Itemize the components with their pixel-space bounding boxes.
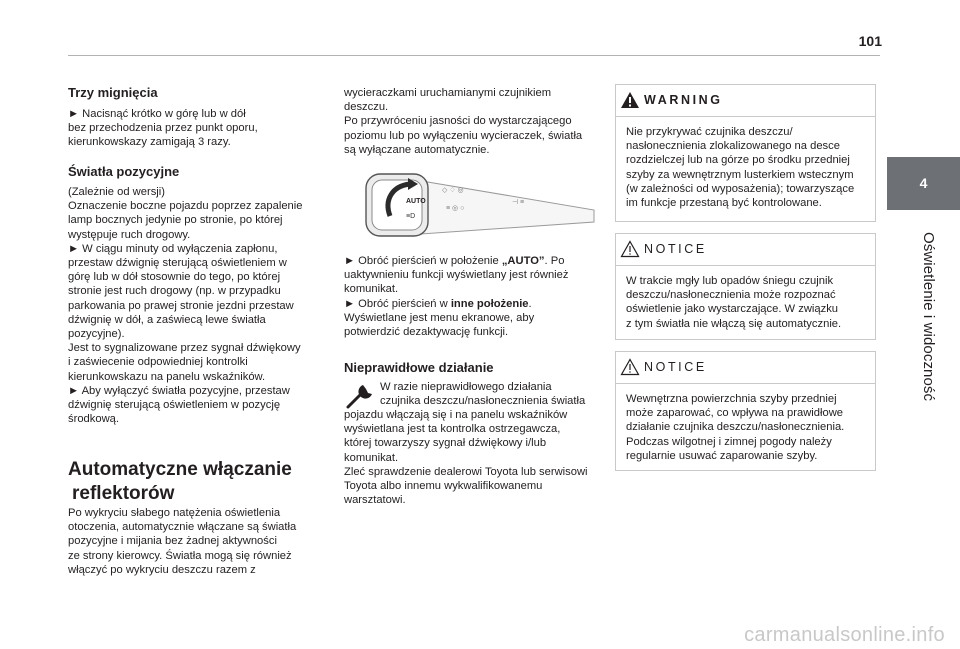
stalk-symbols-2: ≡ ◎ ○ — [446, 205, 465, 212]
paragraph-malfunction-indented: W razie nieprawidłowego działania czujnika deszczu/nasłonecznienia światła — [380, 381, 586, 408]
watermark: carmanualsonline.info — [744, 624, 945, 646]
paragraph-continuation: wycieraczkami uruchamianymi czujnikiem deszczu. Po przywróceniu jasności do wystarczającego poziomu lub po wyłączeniu wycieraczek, światła są wyłączane automatycznie. — [344, 87, 583, 156]
header-rule — [68, 55, 880, 56]
paragraph-auto-headlamps: Po wykryciu słabego natężenia oświetlenia otoczenia, automatycznie włączane są światła pozycyjne i mijania bez żadnej aktywności ze strony kierowcy. Światła mogą się również włączyć po wykryciu deszczu razem z — [68, 507, 297, 576]
auto-label: AUTO — [406, 198, 426, 205]
heading-malfunction: Nieprawidłowe działanie — [344, 360, 494, 375]
notice-triangle-icon — [620, 240, 640, 258]
stalk-symbols-3: ⊣ ≡ — [512, 199, 525, 206]
paragraph-parking-lights: (Zależnie od wersji) Oznaczenie boczne pojazdu poprzez zapalenie lamp bocznych jedynie po stronie, po której występuje ruch drogowy. ► W ciągu minuty od wyłączenia zapłonu, przestaw dźwignię sterującą oświetleniem w górę lub w dół stosownie do tego, po której stronie jest ruch drogowy (np. w przypadku parkowania po prawej stronie jezdni przestaw dźwignię w dół, a zaświecą lewe światła pozycyjne). Jest to sygnalizowane przez sygnał dźwiękowy i zaświecenie odpowiedniej kontrolki kierunkowskazu na panelu wskaźników. ► Aby wyłączyć światła pozycyjne, przestaw dźwignię sterującą oświetleniem w pozycję środkową. — [68, 186, 303, 426]
lamp-symbol-label: ≡D — [406, 213, 416, 220]
warning-triangle-icon — [620, 91, 640, 109]
chapter-tab[interactable]: 4 — [887, 157, 960, 210]
warning-box — [615, 84, 876, 222]
notice-text-1: W trakcie mgły lub opadów śniegu czujnik deszczu/nasłonecznienia może rozpoznać oświetlenie jako wystarczające. W związku z tym światła nie włączą się automatycznie. — [626, 275, 842, 330]
notice-box-2-header — [616, 352, 875, 384]
notice-box-1 — [615, 233, 876, 340]
notice-label-2: NOTICE — [644, 360, 707, 374]
wrench-icon — [344, 381, 378, 411]
chapter-title: Oświetlenie i widoczność — [920, 232, 937, 402]
stalk-symbols: ◇ ♢ ◎ — [442, 187, 464, 194]
notice-label-1: NOTICE — [644, 242, 707, 256]
notice-box-1-header — [616, 234, 875, 266]
heading-auto-headlamps: Automatyczne włączanie reflektorów — [68, 459, 292, 504]
heading-three-flashes: Trzy mignięcia — [68, 85, 158, 100]
notice-triangle-icon — [620, 358, 640, 376]
notice-text-2: Wewnętrzna powierzchnia szyby przedniej może zaparować, co wpływa na prawidłowe działanie czujnika deszczu/nasłonecznienia. Podczas wilgotnej i zimnej pogody należy regularnie usuwać zaparowanie szyby. — [626, 393, 845, 462]
warning-text: Nie przykrywać czujnika deszczu/ nasłonecznienia zlokalizowanego na desce rozdzielczej lub na górze po środku przedniej szyby za wewnętrznym lusterkiem wstecznym (w zależności od wyposażenia); towarzyszące im funkcje przestaną być kontrolowane. — [626, 126, 855, 210]
paragraph-three-flashes: ► Nacisnąć krótko w górę lub w dół bez przechodzenia przez punkt oporu, kierunkowskazy zamigają 3 razy. — [68, 108, 258, 149]
warning-label: WARNING — [644, 93, 723, 107]
notice-box-2 — [615, 351, 876, 471]
warning-box-header — [616, 85, 875, 117]
page-number: 101 — [858, 33, 882, 49]
paragraph-malfunction: pojazdu włączają się i na panelu wskaźników wyświetlana jest ta kontrolka ostrzegawcza, której towarzyszy sygnał dźwiękowy i/lub komunikat. Zleć sprawdzenie dealerowi Toyota lub serwisowi Toyota albo innemu wykwalifikowanemu warsztatowi. — [344, 409, 588, 507]
heading-parking-lights: Światła pozycyjne — [68, 164, 180, 179]
paragraph-auto-steps: ► Obróć pierścień w położenie „AUTO”. Po uaktywnieniu funkcji wyświetlany jest również komunikat. ► Obróć pierścień w inne położenie. Wyświetlane jest menu ekranowe, aby potwierdzić dezaktywację funkcji. — [344, 255, 569, 339]
light-stalk-figure — [362, 170, 602, 242]
